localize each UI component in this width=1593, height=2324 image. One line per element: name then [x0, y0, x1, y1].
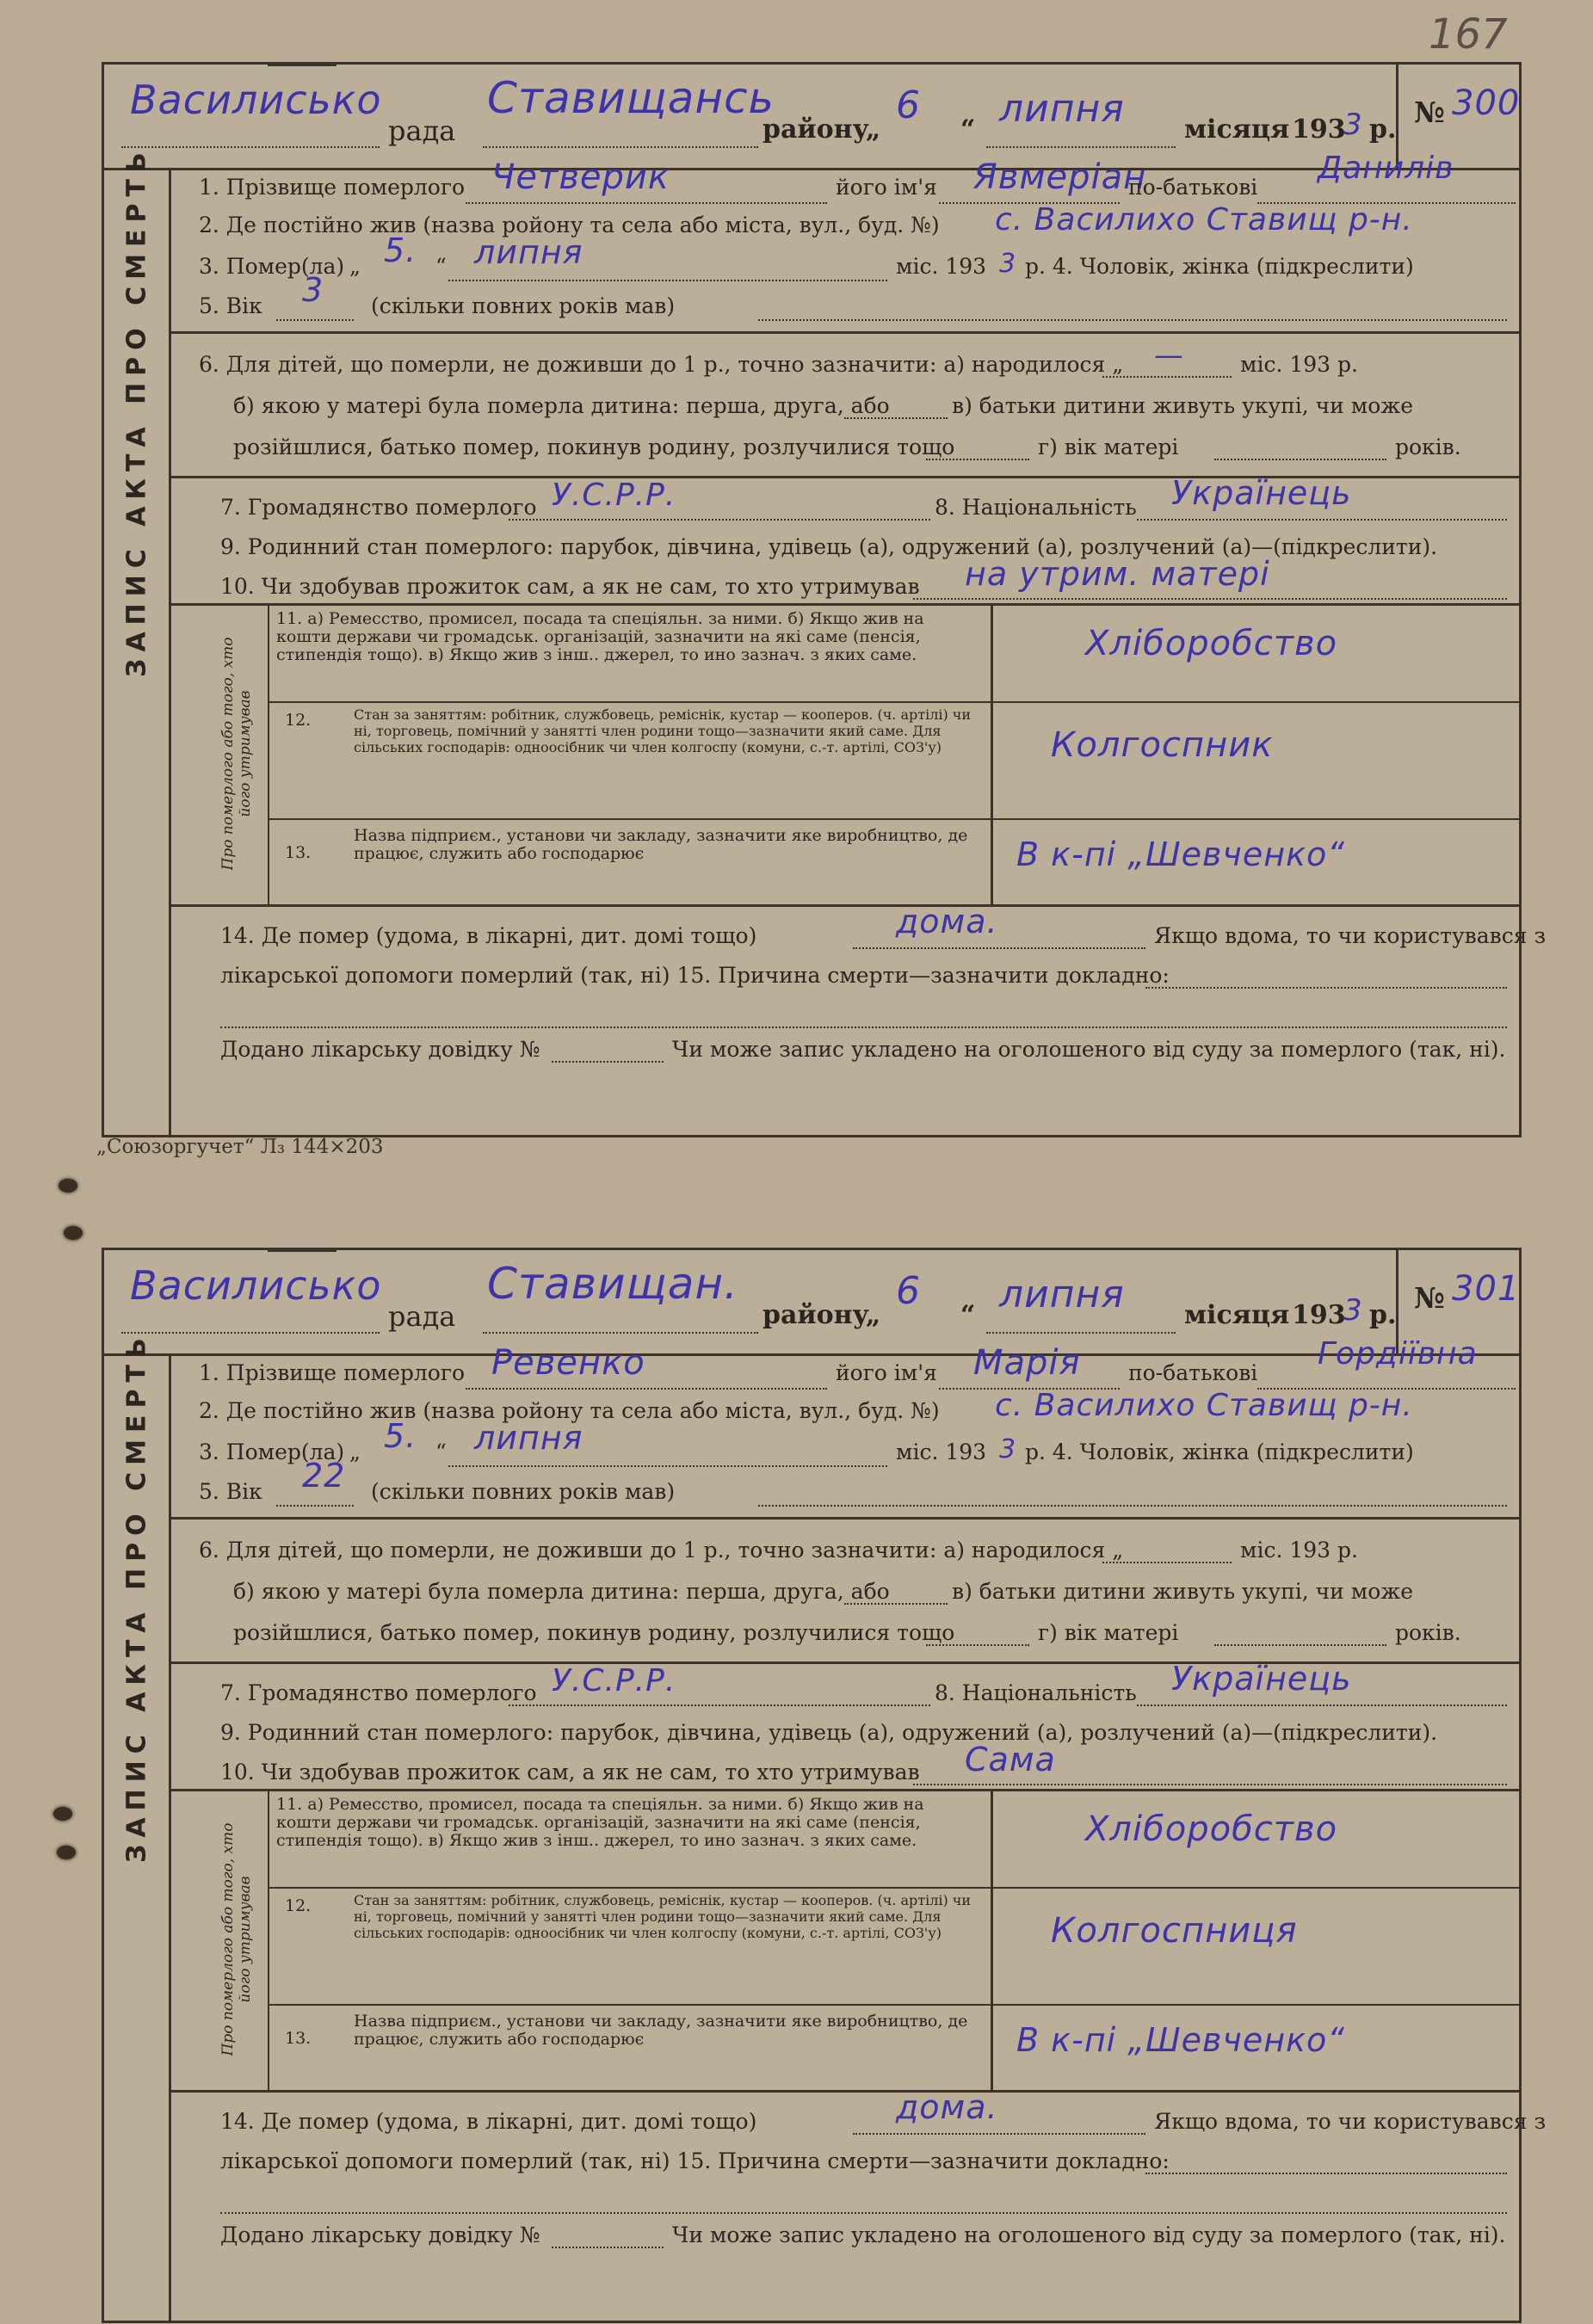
patronymic-value: Данилів	[1318, 151, 1454, 186]
record-number-label: №	[1414, 1281, 1445, 1315]
year-prefix: 193	[1292, 114, 1346, 145]
death-date-label: 3. Помер(ла)	[199, 254, 345, 279]
age-label: 5. Вік	[199, 293, 262, 318]
death-record-form: Василисько рада Ставищансь району „ 6 “ липня місяця 193 3 р. № 300 ЗАПИС АКТА ПРО СМЕРТЬ 1. Прізвище померлого Четверик його ім'я Явмеріан по-батькові Данилів 2. Де постійно жив (назва ройону та села або міста, вул., буд. №) с. Василихо Ставищ р-н. 3. Помер(ла) „ 5. “ липня міс. 193 3 р. 4. Чоловік, жінка (підкреслити) 5. Вік 3 (скільки повних років мав) 6. Для дітей, що померли, не доживши до 1 р., точно зазначити: а) народилося „ — міс. 193 р. б) якою у матері була померла дитина: перша, друга, або в) батьки дитини живуть укупі, чи може розійшлися, батько помер, покинув родину, розлучилися тощо г) вік матері років. 7. Громадянство померлого У.С.Р.Р. 8. Національність Українець 9. Родинний стан померлого: парубок, дівчина, удівець (а), одружений (а), розлучений (а)—(підкреслити). 10. Чи здобував прожиток сам, а як не сам, то хто утримував на утрим. матері Про померлого або того, хто його утримував 11. а) Ремесство, промисел, посада та спеціяльн. за ними. б) Якщо жив на кошти держави чи громадськ. організацій, зазначити на які саме (пенсія, стипендія тощо). в) Якщо жив з інш.. джерел, то ино зазнач. з яких саме. Хліборобство 12. Стан за заняттям: робітник, службовець, реміснік, кустар — кооперов. (ч. артілі) чи ні, торговець, помічний у занятті член родини тощо—зазначити який саме. Для сільських господарів: одноосібник чи член колгоспу (комуни, с.-т. артілі, СОЗ'у) Колгоспник 13. Назва підприєм., установи чи закладу, зазначити яке виробництво, де працює, служить або господарює В к-пі „Шевченко“ 14. Де помер (удома, в лікарні, дит. домі тощо) дома. Якщо вдома, то чи користувався з лікарської допомоги померлий (так, ні) 15. Причина смерти—зазначити докладно: Додано лікарську довідку № Чи може запис укладено на оголошеного від суду за померлого (так, ні).	[102, 62, 1522, 1137]
death-day-value: 5.	[384, 231, 417, 269]
occupation-f13-value: В к-пі „Шевченко“	[1016, 835, 1345, 873]
name-label: його ім'я	[836, 175, 937, 200]
patronymic-label: по-батькові	[1128, 1360, 1258, 1385]
infant-line1-tail: міс. 193 р.	[1240, 352, 1358, 377]
side-title: ЗАПИС АКТА ПРО СМЕРТЬ	[121, 145, 152, 677]
raion-name: Ставищан.	[487, 1259, 738, 1309]
month-value: липня	[999, 87, 1125, 131]
raion-label: району	[763, 114, 869, 145]
record-number: 301	[1452, 1269, 1521, 1309]
death-record-form: Василисько рада Ставищан. району „ 6 “ липня місяця 193 3 р. № 301 ЗАПИС АКТА ПРО СМЕРТЬ 1. Прізвище померлого Ревенко його ім'я Марія по-батькові Гордіївна 2. Де постійно жив (назва ройону та села або міста, вул., буд. №) с. Василихо Ставищ р-н. 3. Помер(ла) „ 5. “ липня міс. 193 3 р. 4. Чоловік, жінка (підкреслити) 5. Вік 22 (скільки повних років мав) 6. Для дітей, що померли, не доживши до 1 р., точно зазначити: а) народилося „ міс. 193 р. б) якою у матері була померла дитина: перша, друга, або в) батьки дитини живуть укупі, чи може розійшлися, батько помер, покинув родину, розлучилися тощо г) вік матері років. 7. Громадянство померлого У.С.Р.Р. 8. Національність Українець 9. Родинний стан померлого: парубок, дівчина, удівець (а), одружений (а), розлучений (а)—(підкреслити). 10. Чи здобував прожиток сам, а як не сам, то хто утримував Сама Про померлого або того, хто його утримував 11. а) Ремесство, промисел, посада та спеціяльн. за ними. б) Якщо жив на кошти держави чи громадськ. організацій, зазначити на які саме (пенсія, стипендія тощо). в) Якщо жив з інш.. джерел, то ино зазнач. з яких саме. Хліборобство 12. Стан за заняттям: робітник, службовець, реміснік, кустар — кооперов. (ч. артілі) чи ні, торговець, помічний у занятті член родини тощо—зазначити який саме. Для сільських господарів: одноосібник чи член колгоспу (комуни, с.-т. артілі, СОЗ'у) Колгоспниця 13. Назва підприєм., установи чи закладу, зазначити яке виробництво, де працює, служить або господарює В к-пі „Шевченко“ 14. Де помер (удома, в лікарні, дит. домі тощо) дома. Якщо вдома, то чи користувався з лікарської допомоги померлий (так, ні) 15. Причина смерти—зазначити докладно: Додано лікарську довідку № Чи може запис укладено на оголошеного від суду за померлого (так, ні).	[102, 1248, 1522, 2323]
death-place-tail: Якщо вдома, то чи користувався з	[1154, 923, 1547, 948]
infant-line2-tail: в) батьки дитини живуть укупі, чи може	[952, 1579, 1414, 1604]
age-value: 3	[302, 271, 324, 309]
year-end: р.	[1369, 114, 1397, 145]
age-label: 5. Вік	[199, 1479, 262, 1504]
form-header: Василисько рада Ставищан. району „ 6 “ липня місяця 193 3 р. № 301	[104, 1250, 1519, 1356]
day-value: 6	[896, 1269, 921, 1313]
infant-line1: 6. Для дітей, що померли, не доживши до 1 р., точно зазначити: а) народилося „	[199, 352, 1124, 377]
marital-label: 9. Родинний стан померлого: парубок, дівчина, удівець (а), одружений (а), розлучений (а)—(підкреслити).	[220, 1720, 1438, 1745]
binder-hole	[57, 1846, 76, 1859]
death-date-label: 3. Помер(ла)	[199, 1439, 345, 1464]
side-title: ЗАПИС АКТА ПРО СМЕРТЬ	[121, 1331, 152, 1863]
rada-label: рада	[388, 1300, 456, 1333]
occupation-f11-value: Хліборобство	[1085, 624, 1338, 663]
occupation-side	[206, 1789, 269, 2090]
binder-hole	[53, 1807, 72, 1821]
record-number: 300	[1452, 83, 1521, 123]
citizenship-label: 7. Громадянство померлого	[220, 1680, 537, 1705]
age-hint: (скільки повних років мав)	[371, 293, 676, 318]
cert-label: Додано лікарську довідку №	[220, 2222, 540, 2247]
day-value: 6	[896, 83, 921, 127]
occupation-side-label: Про померлого або того, хто його утримував	[219, 1822, 254, 2056]
month-label: місяця	[1184, 1300, 1290, 1330]
death-place-value: дома.	[896, 903, 998, 940]
occupation-f11-text: 11. а) Ремесство, промисел, посада та спеціяльн. за ними. б) Якщо жив на кошти держави чи громадськ. організацій, зазначити на які саме (пенсія, стипендія тощо). в) Якщо жив з інш.. джерел, то ино зазнач. з яких саме.	[276, 1795, 924, 1850]
surname-value: Четверик	[491, 157, 670, 197]
death-month-value: липня	[474, 233, 583, 271]
infant-line3-end: років.	[1395, 435, 1461, 459]
court-label: Чи може запис укладено на оголошеного від суду за померлого (так, ні).	[672, 2222, 1506, 2247]
death-year-label: міс. 193	[896, 254, 987, 279]
infant-line1: 6. Для дітей, що померли, не доживши до 1 р., точно зазначити: а) народилося „	[199, 1538, 1124, 1563]
marital-label: 9. Родинний стан померлого: парубок, дівчина, удівець (а), одружений (а), розлучений (а)—(підкреслити).	[220, 534, 1438, 559]
month-value: липня	[999, 1273, 1125, 1316]
record-number-label: №	[1414, 96, 1445, 129]
residence-value: с. Василихо Ставищ р-н.	[995, 1388, 1413, 1423]
occupation-f12-value: Колгоспник	[1051, 725, 1274, 765]
infant-line1-tail: міс. 193 р.	[1240, 1538, 1358, 1563]
infant-line2-tail: в) батьки дитини живуть укупі, чи може	[952, 393, 1414, 418]
residence-label: 2. Де постійно жив (назва ройону та села або міста, вул., буд. №)	[199, 1398, 940, 1423]
death-year-label: міс. 193	[896, 1439, 987, 1464]
year-end: р.	[1369, 1300, 1397, 1330]
citizenship-label: 7. Громадянство померлого	[220, 495, 537, 520]
year-suffix: 3	[1343, 108, 1363, 142]
infant-born-value: —	[1154, 338, 1184, 373]
supporter-label: 10. Чи здобував прожиток сам, а як не сам, то хто утримував	[220, 1760, 920, 1785]
occupation-f13-text: Назва підприєм., установи чи закладу, зазначити яке виробництво, де працює, служить або господарює	[354, 826, 968, 863]
occupation-f13-num: 13.	[285, 843, 312, 862]
rada-name: Василисько	[130, 1262, 382, 1309]
occupation-f13-value: В к-пі „Шевченко“	[1016, 2021, 1345, 2059]
nationality-label: 8. Національність	[935, 1680, 1137, 1705]
death-year-suffix: 3	[999, 249, 1017, 279]
year-suffix: 3	[1343, 1293, 1363, 1328]
residence-label: 2. Де постійно жив (назва ройону та села або міста, вул., буд. №)	[199, 213, 940, 237]
death-place-value: дома.	[896, 2088, 998, 2126]
occupation-f11-text: 11. а) Ремесство, промисел, посада та спеціяльн. за ними. б) Якщо жив на кошти держави чи громадськ. організацій, зазначити на які саме (пенсія, стипендія тощо). в) Якщо жив з інш.. джерел, то ино зазнач. з яких саме.	[276, 609, 924, 664]
year-prefix: 193	[1292, 1300, 1346, 1330]
form-header: Василисько рада Ставищансь району „ 6 “ липня місяця 193 3 р. № 300	[104, 65, 1519, 170]
occupation-f12-text: Стан за заняттям: робітник, службовець, реміснік, кустар — кооперов. (ч. артілі) чи ні, торговець, помічний у занятті член родини тощо—зазначити який саме. Для сільських господарів: одноосібник чи член колгоспу (комуни, с.-т. артілі, СОЗ'у)	[354, 1892, 972, 1941]
supporter-value: на утрим. матері	[965, 555, 1270, 593]
death-year-suffix: 3	[999, 1434, 1017, 1464]
occupation-f13-text: Назва підприєм., установи чи закладу, зазначити яке виробництво, де працює, служить або господарює	[354, 2012, 968, 2049]
infant-line2: б) якою у матері була померла дитина: перша, друга, або	[233, 1579, 890, 1604]
surname-label: 1. Прізвище померлого	[199, 1360, 465, 1385]
occupation-f12-num: 12.	[285, 711, 312, 730]
occupation-side-label: Про померлого або того, хто його утримував	[219, 637, 254, 871]
surname-value: Ревенко	[491, 1343, 645, 1383]
patronymic-value: Гордіївна	[1318, 1336, 1478, 1372]
death-place-label: 14. Де помер (удома, в лікарні, дит. домі тощо)	[220, 2109, 757, 2134]
cause-label: лікарської допомоги померлий (так, ні) 15. Причина смерти—зазначити докладно:	[220, 963, 1170, 988]
infant-line3-tail: г) вік матері	[1038, 435, 1179, 459]
binder-hole	[64, 1226, 83, 1240]
age-hint: (скільки повних років мав)	[371, 1479, 676, 1504]
death-place-tail: Якщо вдома, то чи користувався з	[1154, 2109, 1547, 2134]
binder-hole	[59, 1179, 77, 1193]
gender-label: р. 4. Чоловік, жінка (підкреслити)	[1025, 1439, 1414, 1464]
side-strip	[104, 145, 171, 1135]
nationality-value: Українець	[1171, 474, 1352, 512]
raion-name: Ставищансь	[487, 73, 775, 123]
citizenship-value: У.С.Р.Р.	[552, 1663, 676, 1698]
occupation-f13-num: 13.	[285, 2029, 312, 2048]
occupation-f11-value: Хліборобство	[1085, 1809, 1338, 1849]
rada-label: рада	[388, 114, 456, 147]
infant-line3: розійшлися, батько помер, покинув родину, розлучилися тощо	[233, 1620, 955, 1645]
occupation-f12-text: Стан за заняттям: робітник, службовець, реміснік, кустар — кооперов. (ч. артілі) чи ні, торговець, помічний у занятті член родини тощо—зазначити який саме. Для сільських господарів: одноосібник чи член колгоспу (комуни, с.-т. артілі, СОЗ'у)	[354, 706, 972, 755]
cause-label: лікарської допомоги померлий (так, ні) 15. Причина смерти—зазначити докладно:	[220, 2148, 1170, 2173]
page-number: 167	[1429, 10, 1508, 59]
citizenship-value: У.С.Р.Р.	[552, 478, 676, 513]
residence-value: с. Василихо Ставищ р-н.	[995, 202, 1413, 237]
occupation-f12-value: Колгоспниця	[1051, 1911, 1298, 1951]
court-label: Чи може запис укладено на оголошеного від суду за померлого (так, ні).	[672, 1037, 1506, 1062]
infant-line2: б) якою у матері була померла дитина: перша, друга, або	[233, 393, 890, 418]
nationality-label: 8. Національність	[935, 495, 1137, 520]
side-strip	[104, 1331, 171, 2321]
cert-label: Додано лікарську довідку №	[220, 1037, 540, 1062]
infant-line3-end: років.	[1395, 1620, 1461, 1645]
death-month-value: липня	[474, 1419, 583, 1457]
patronymic-label: по-батькові	[1128, 175, 1258, 200]
death-day-value: 5.	[384, 1417, 417, 1455]
name-value: Явмеріан	[973, 157, 1147, 197]
infant-line3: розійшлися, батько помер, покинув родину, розлучилися тощо	[233, 435, 955, 459]
surname-label: 1. Прізвище померлого	[199, 175, 465, 200]
death-place-label: 14. Де помер (удома, в лікарні, дит. домі тощо)	[220, 923, 757, 948]
supporter-label: 10. Чи здобував прожиток сам, а як не сам, то хто утримував	[220, 574, 920, 599]
age-value: 22	[302, 1457, 346, 1495]
occupation-side	[206, 603, 269, 904]
raion-label: району	[763, 1300, 869, 1330]
infant-line3-tail: г) вік матері	[1038, 1620, 1179, 1645]
name-value: Марія	[973, 1343, 1081, 1383]
occupation-f12-num: 12.	[285, 1896, 312, 1915]
supporter-value: Сама	[965, 1741, 1056, 1778]
rada-name: Василисько	[130, 77, 382, 123]
month-label: місяця	[1184, 114, 1290, 145]
nationality-value: Українець	[1171, 1660, 1352, 1698]
gender-label: р. 4. Чоловік, жінка (підкреслити)	[1025, 254, 1414, 279]
name-label: його ім'я	[836, 1360, 937, 1385]
print-mark: „Союзоргучет“ Л₃ 144×203	[96, 1136, 384, 1158]
